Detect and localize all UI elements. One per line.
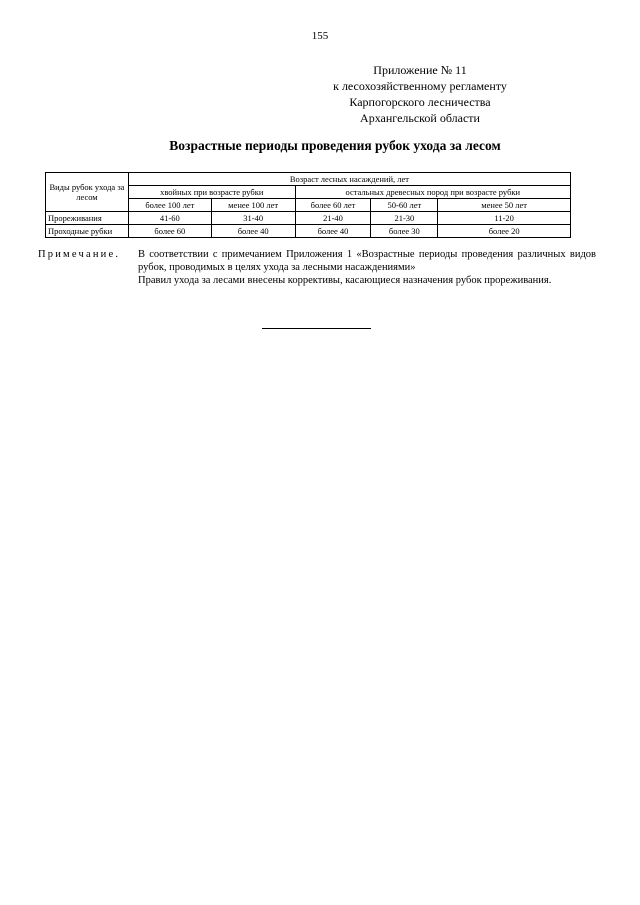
table-cell: более 40 bbox=[295, 225, 371, 238]
appendix-region: Архангельской области bbox=[360, 111, 480, 125]
note-paragraph: Правил ухода за лесами внесены коррективы, касающиеся назначения рубок прореживания. bbox=[138, 275, 552, 286]
table-header-cell: Возраст лесных насаждений, лет bbox=[128, 173, 570, 186]
table-cell: 21-30 bbox=[371, 212, 438, 225]
table-header-cell: более 100 лет bbox=[128, 199, 211, 212]
table-header-cell: более 60 лет bbox=[295, 199, 371, 212]
page-number: 155 bbox=[311, 30, 329, 42]
note-label: Примечание. bbox=[38, 249, 121, 260]
table-cell: 11-20 bbox=[438, 212, 571, 225]
table-header-cell: менее 100 лет bbox=[211, 199, 295, 212]
document-title: Возрастные периоды проведения рубок ухода за лесом bbox=[169, 138, 501, 153]
age-periods-table bbox=[45, 172, 571, 238]
table-cell: 21-40 bbox=[295, 212, 371, 225]
table-header-cell: хвойных при возрасте рубки bbox=[128, 186, 295, 199]
table-header-cell: остальных древесных пород при возрасте рубки bbox=[295, 186, 570, 199]
table-cell: более 20 bbox=[438, 225, 571, 238]
note-text bbox=[138, 248, 596, 287]
separator-line bbox=[262, 328, 371, 329]
table-cell: более 60 bbox=[128, 225, 211, 238]
table-cell: более 30 bbox=[371, 225, 438, 238]
table-header-cell: Виды рубок ухода за лесом bbox=[46, 173, 129, 212]
table-header-cell: менее 50 лет bbox=[438, 199, 571, 212]
table-row-label: Прореживания bbox=[46, 212, 129, 225]
note-paragraph: В соответствии с примечанием Приложения 1 «Возрастные периоды проведения различных видов рубок, проводимых в целях ухода за лесными насаждениями» bbox=[138, 249, 596, 273]
table-header-row bbox=[46, 173, 571, 186]
table-row bbox=[46, 212, 571, 225]
table-row bbox=[46, 225, 571, 238]
table-cell: 41-60 bbox=[128, 212, 211, 225]
appendix-forestry: Карпогорского лесничества bbox=[349, 95, 491, 109]
table-header-cell: 50-60 лет bbox=[371, 199, 438, 212]
appendix-regulation: к лесохозяйственному регламенту bbox=[333, 79, 507, 93]
note-block bbox=[38, 248, 596, 287]
appendix-number: Приложение № 11 bbox=[373, 63, 467, 77]
table-cell: более 40 bbox=[211, 225, 295, 238]
appendix-header bbox=[300, 62, 540, 126]
table-cell: 31-40 bbox=[211, 212, 295, 225]
table-row-label: Проходные рубки bbox=[46, 225, 129, 238]
